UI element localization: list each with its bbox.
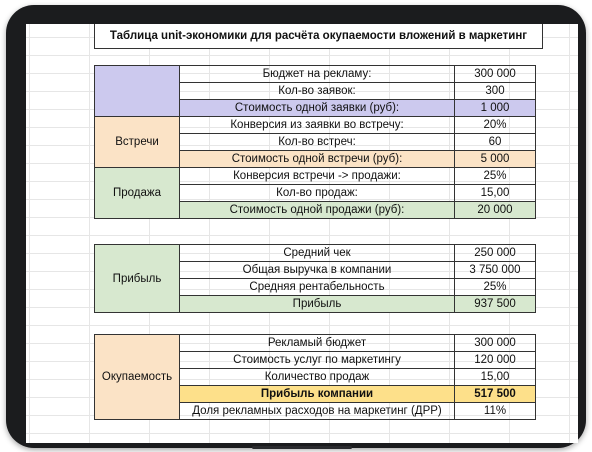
metric-value-cell[interactable]: 250 000 — [455, 245, 536, 262]
tablet-frame — [6, 5, 586, 448]
category-cell[interactable]: Окупаемость — [95, 335, 180, 420]
metric-value-cell[interactable]: 20% — [455, 117, 536, 134]
table-row — [95, 168, 536, 185]
metric-value-cell[interactable]: 5 000 — [455, 151, 536, 168]
metric-label-cell[interactable]: Кол-во продаж: — [180, 185, 455, 202]
metric-label-cell[interactable]: Конверсия встречи -> продажи: — [180, 168, 455, 185]
metric-label-cell[interactable]: Прибыль компании — [180, 386, 455, 403]
metric-value-cell[interactable]: 11% — [455, 403, 536, 420]
category-cell[interactable]: Встречи — [95, 117, 180, 168]
metric-value-cell[interactable]: 517 500 — [455, 386, 536, 403]
metric-label-cell[interactable]: Рекламый бюджет — [180, 335, 455, 352]
category-cell[interactable]: Прибыль — [95, 245, 180, 313]
table-row — [95, 117, 536, 134]
metric-value-cell[interactable]: 3 750 000 — [455, 262, 536, 279]
metric-label-cell[interactable]: Средняя рентабельность — [180, 279, 455, 296]
section-table — [94, 244, 536, 313]
metric-value-cell[interactable]: 937 500 — [455, 296, 536, 313]
metric-value-cell[interactable]: 15,00 — [455, 185, 536, 202]
metric-label-cell[interactable]: Общая выручка в компании — [180, 262, 455, 279]
section-table — [94, 334, 536, 420]
metric-value-cell[interactable]: 25% — [455, 279, 536, 296]
metric-value-cell[interactable]: 1 000 — [455, 100, 536, 117]
metric-value-cell[interactable]: 300 000 — [455, 335, 536, 352]
metric-value-cell[interactable]: 300 000 — [455, 66, 536, 83]
table-row — [95, 335, 536, 352]
metric-value-cell[interactable]: 120 000 — [455, 352, 536, 369]
spreadsheet-screen — [26, 24, 578, 443]
metric-label-cell[interactable]: Количество продаж — [180, 369, 455, 386]
category-cell[interactable] — [95, 66, 180, 117]
table-row — [95, 245, 536, 262]
category-cell[interactable]: Продажа — [95, 168, 180, 219]
section-table — [94, 65, 536, 219]
metric-label-cell[interactable]: Бюджет на рекламу: — [180, 66, 455, 83]
metric-label-cell[interactable]: Прибыль — [180, 296, 455, 313]
metric-value-cell[interactable]: 25% — [455, 168, 536, 185]
metric-value-cell[interactable]: 15,00 — [455, 369, 536, 386]
metric-label-cell[interactable]: Средний чек — [180, 245, 455, 262]
metric-label-cell[interactable]: Стоимость одной продажи (руб): — [180, 202, 455, 219]
metric-label-cell[interactable]: Стоимость услуг по маркетингу — [180, 352, 455, 369]
metric-label-cell[interactable]: Стоимость одной встречи (руб): — [180, 151, 455, 168]
metric-value-cell[interactable]: 300 — [455, 83, 536, 100]
metric-label-cell[interactable]: Конверсия из заявки во встречу: — [180, 117, 455, 134]
metric-label-cell[interactable]: Кол-во встреч: — [180, 134, 455, 151]
metric-label-cell[interactable]: Стоимость одной заявки (руб): — [180, 100, 455, 117]
metric-label-cell[interactable]: Кол-во заявок: — [180, 83, 455, 100]
metric-value-cell[interactable]: 60 — [455, 134, 536, 151]
metric-label-cell[interactable]: Доля рекламных расходов на маркетинг (ДРР) — [180, 403, 455, 420]
metric-value-cell[interactable]: 20 000 — [455, 202, 536, 219]
home-indicator — [252, 446, 352, 449]
table-row — [95, 66, 536, 83]
table-title: Таблица unit-экономики для расчёта окупаемости вложений в маркетинг — [94, 24, 543, 49]
